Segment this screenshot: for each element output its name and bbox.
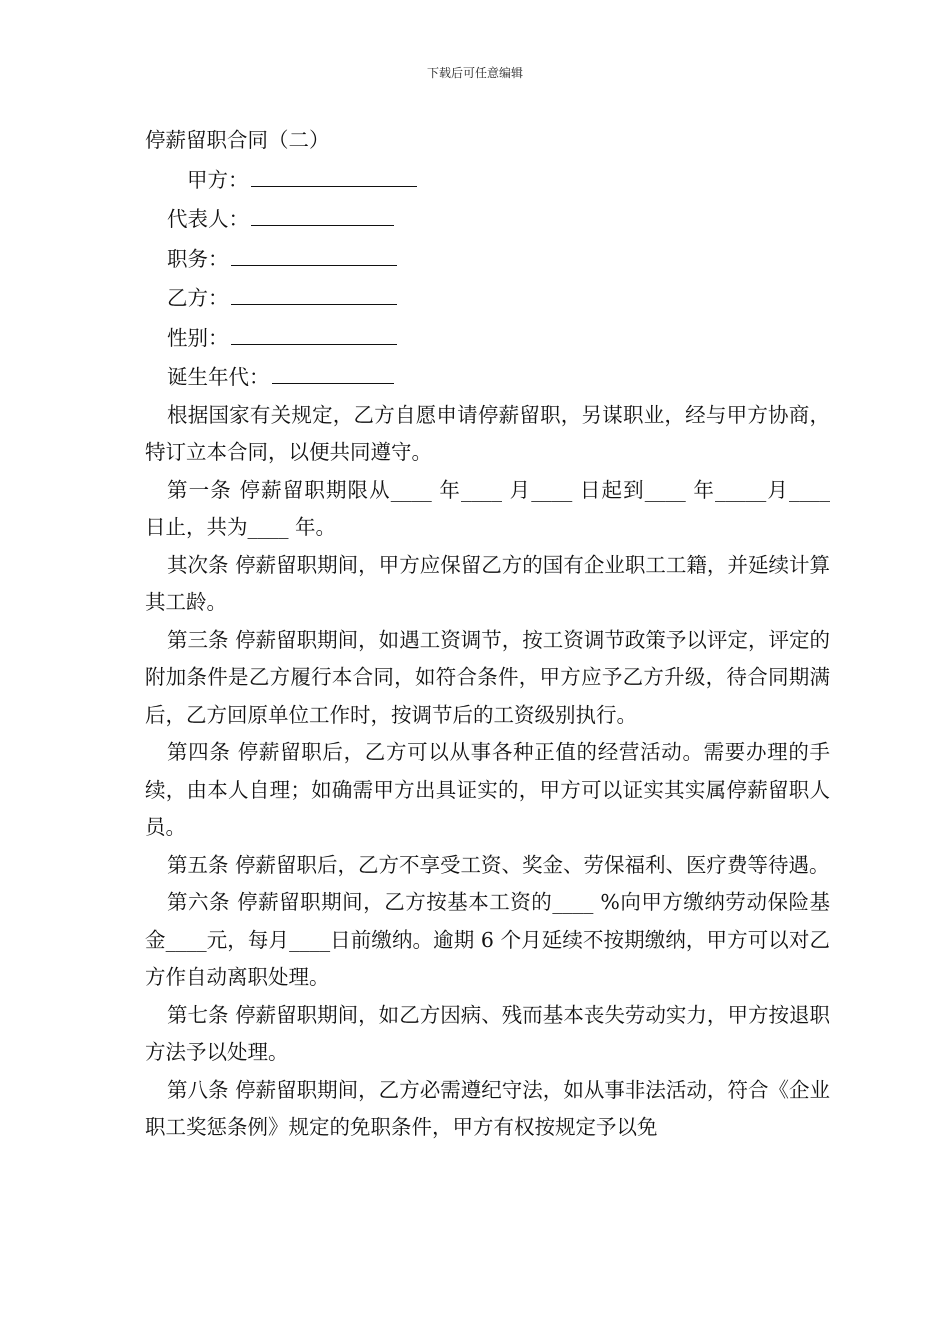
contract-body	[145, 122, 830, 1147]
field-label: 诞生年代：	[167, 365, 270, 389]
field-label: 代表人：	[167, 207, 249, 231]
fill-blank[interactable]	[231, 239, 397, 266]
paragraph-article-6: 第六条 停薪留职期间，乙方按基本工资的____ %向甲方缴纳劳动保险基金____元，每月____日前缴纳。逾期 6 个月延续不按期缴纳，甲方可以对乙方作自动离职处理。	[145, 890, 830, 989]
paragraph-article-2: 其次条 停薪留职期间，甲方应保留乙方的国有企业职工工籍，并延续计算其工龄。	[145, 552, 830, 614]
field-party-b	[167, 278, 830, 318]
field-birth-date	[167, 357, 830, 397]
field-party-a	[187, 160, 830, 200]
paragraph-article-4: 第四条 停薪留职后，乙方可以从事各种正值的经营活动。需要办理的手续，由本人自理；如确需甲方出具证实的，甲方可以证实其实属停薪留职人员。	[145, 740, 830, 839]
paragraph-article-5: 第五条 停薪留职后，乙方不享受工资、奖金、劳保福利、医疗费等待遇。	[167, 852, 830, 877]
field-label: 职务：	[167, 246, 229, 271]
fill-blank[interactable]	[231, 278, 397, 305]
fill-blank[interactable]	[251, 199, 394, 226]
field-label: 性别：	[167, 325, 229, 350]
field-position	[167, 239, 830, 279]
fill-blank[interactable]	[231, 318, 397, 345]
field-representative	[167, 199, 830, 239]
field-gender	[167, 318, 830, 358]
paragraph-article-7: 第七条 停薪留职期间，如乙方因病、残而基本丧失劳动实力，甲方按退职方法予以处理。	[145, 1002, 830, 1064]
document-title: 停薪留职合同（二）	[145, 128, 330, 152]
paragraph-preamble: 根据国家有关规定，乙方自愿申请停薪留职，另谋职业，经与甲方协商，特订立本合同，以便共同遵守。	[145, 402, 830, 464]
fill-blank[interactable]	[251, 160, 417, 187]
fill-blank[interactable]	[272, 357, 394, 384]
page-header-note: 下载后可任意编辑	[426, 66, 523, 80]
paragraph-article-8: 第八条 停薪留职期间，乙方必需遵纪守法，如从事非法活动，符合《企业职工奖惩条例》规定的免职条件，甲方有权按规定予以免	[145, 1077, 830, 1139]
paragraph-article-1: 第一条 停薪留职期限从____ 年____ 月____ 日起到____ 年_____月____ 日止，共为____ 年。	[145, 477, 830, 539]
field-label: 甲方：	[187, 167, 249, 192]
field-label: 乙方：	[167, 286, 229, 310]
paragraph-article-3: 第三条 停薪留职期间，如遇工资调节，按工资调节政策予以评定，评定的附加条件是乙方履行本合同，如符合条件，甲方应予乙方升级，待合同期满后，乙方回原单位工作时，按调节后的工资级别执行。	[145, 627, 830, 727]
